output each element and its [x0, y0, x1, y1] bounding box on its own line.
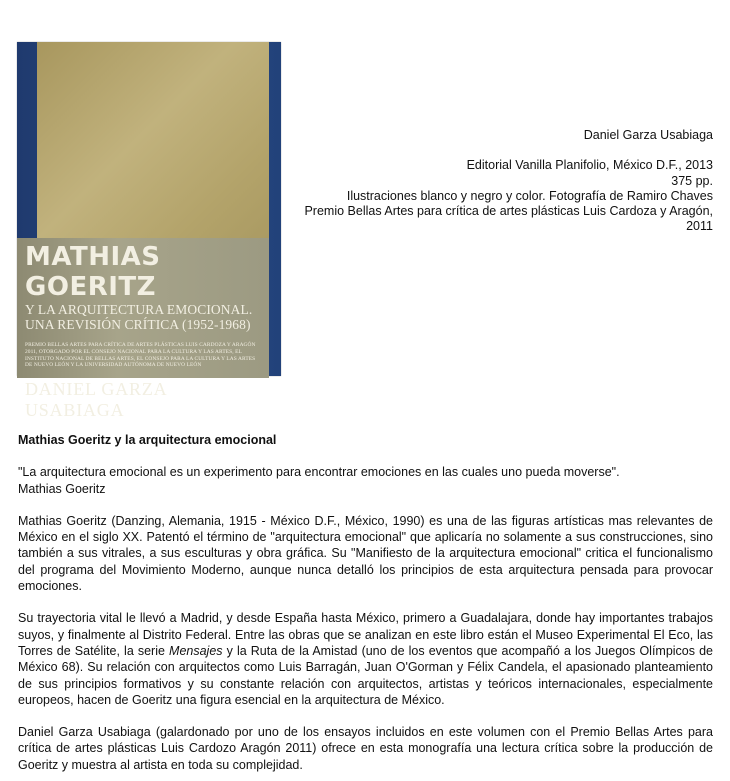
paragraph-2-part-a: Su trayectoria vital le llevó a Madrid, y desde España hasta México, primero a Guadalajara, donde hay importantes trabajos suyos, y finalmente al Distrito Federal. Entre las obras que se analizan en este libro están el Museo Experimental El Eco, las Torres de Satélite, la serie	[18, 611, 713, 658]
paragraph-2-series-title: Mensajes	[169, 643, 223, 658]
cover-subtitle-line1: Y LA ARQUITECTURA EMOCIONAL.	[25, 302, 253, 317]
book-pages: 375 pp.	[671, 173, 713, 188]
book-details	[273, 128, 713, 235]
article-quote-block	[18, 464, 713, 497]
paragraph-3: Daniel Garza Usabiaga (galardonado por uno de los ensayos incluidos en este volumen con el Premio Bellas Artes para crítica de artes plásticas Luis Cardozo Aragón 2011) ofrece en esta monografía una lectura crítica sobre la producción de Goeritz y muestra al artista en toda su complejidad.	[18, 725, 713, 772]
book-author: Daniel Garza Usabiaga	[583, 128, 713, 142]
paragraph-1: Mathias Goeritz (Danzing, Alemania, 1915 - México D.F., México, 1990) es una de las figuras artísticas mas relevantes de México en el siglo XX. Patentó el término de "arquitectura emocional" que aplicaría no solamente a sus construcciones, sino también a sus vitrales, a sus esculturas y obra gráfica. Su "Manifiesto de la arquitectura emocional" critica el funcionalismo del programa del Movimiento Moderno, aunque nunca detalló los principios de esta arquitectura pensada para provocar emociones.	[18, 513, 713, 594]
book-award-year: 2011	[686, 219, 713, 234]
book-publisher: Editorial Vanilla Planifolio, México D.F., 2013	[466, 158, 713, 173]
cover-author: DANIEL GARZA USABIAGA	[25, 379, 167, 421]
paragraph-2-part-b: y la Ruta de la Amistad (uno de los eventos que acompañó a los Juegos Olímpicos de México 68). Su relación con arquitectos como Luis Barragán, Juan O'Gorman y Félix Candela, el apasionado planteamiento de sus principios formativos y su constante relación con arquitectos, artistas y teóricos internacionales, especialmente europeos, hacen de Goeritz una figura esencial en la arquitectura de México.	[18, 643, 713, 707]
cover-subtitle-line2: UNA REVISIÓN CRÍTICA (1952-1968)	[25, 317, 251, 332]
quote-author: Mathias Goeritz	[18, 481, 106, 496]
book-cover	[17, 42, 281, 421]
paragraph-2	[18, 610, 713, 708]
cover-title: MATHIAS GOERITZ	[25, 242, 161, 302]
article-heading: Mathias Goeritz y la arquitectura emocional	[18, 433, 277, 447]
quote-text: "La arquitectura emocional es un experimento para encontrar emociones en las cuales uno pueda moverse".	[18, 465, 620, 480]
cover-award-text: PREMIO BELLAS ARTES PARA CRÍTICA DE ARTES PLÁSTICAS LUIS CARDOZA Y ARAGÓN 2011, OTORGADO POR EL CONSEJO NACIONAL PARA LA CULTURA Y LAS ARTES, EL INSTITUTO NACIONAL DE BELLAS ARTES, EL CONSEJO PARA LA CULTURA Y LAS ARTES DE NUEVO LEÓN Y LA UNIVERSIDAD AUTÓNOMA DE NUEVO LEÓN	[25, 342, 256, 369]
book-illustrations: Ilustraciones blanco y negro y color. Fotografía de Ramiro Chaves	[346, 188, 713, 203]
article	[18, 432, 713, 773]
cover-title-band	[17, 238, 269, 421]
book-award: Premio Bellas Artes para crítica de artes plásticas Luis Cardoza y Aragón,	[304, 204, 713, 219]
